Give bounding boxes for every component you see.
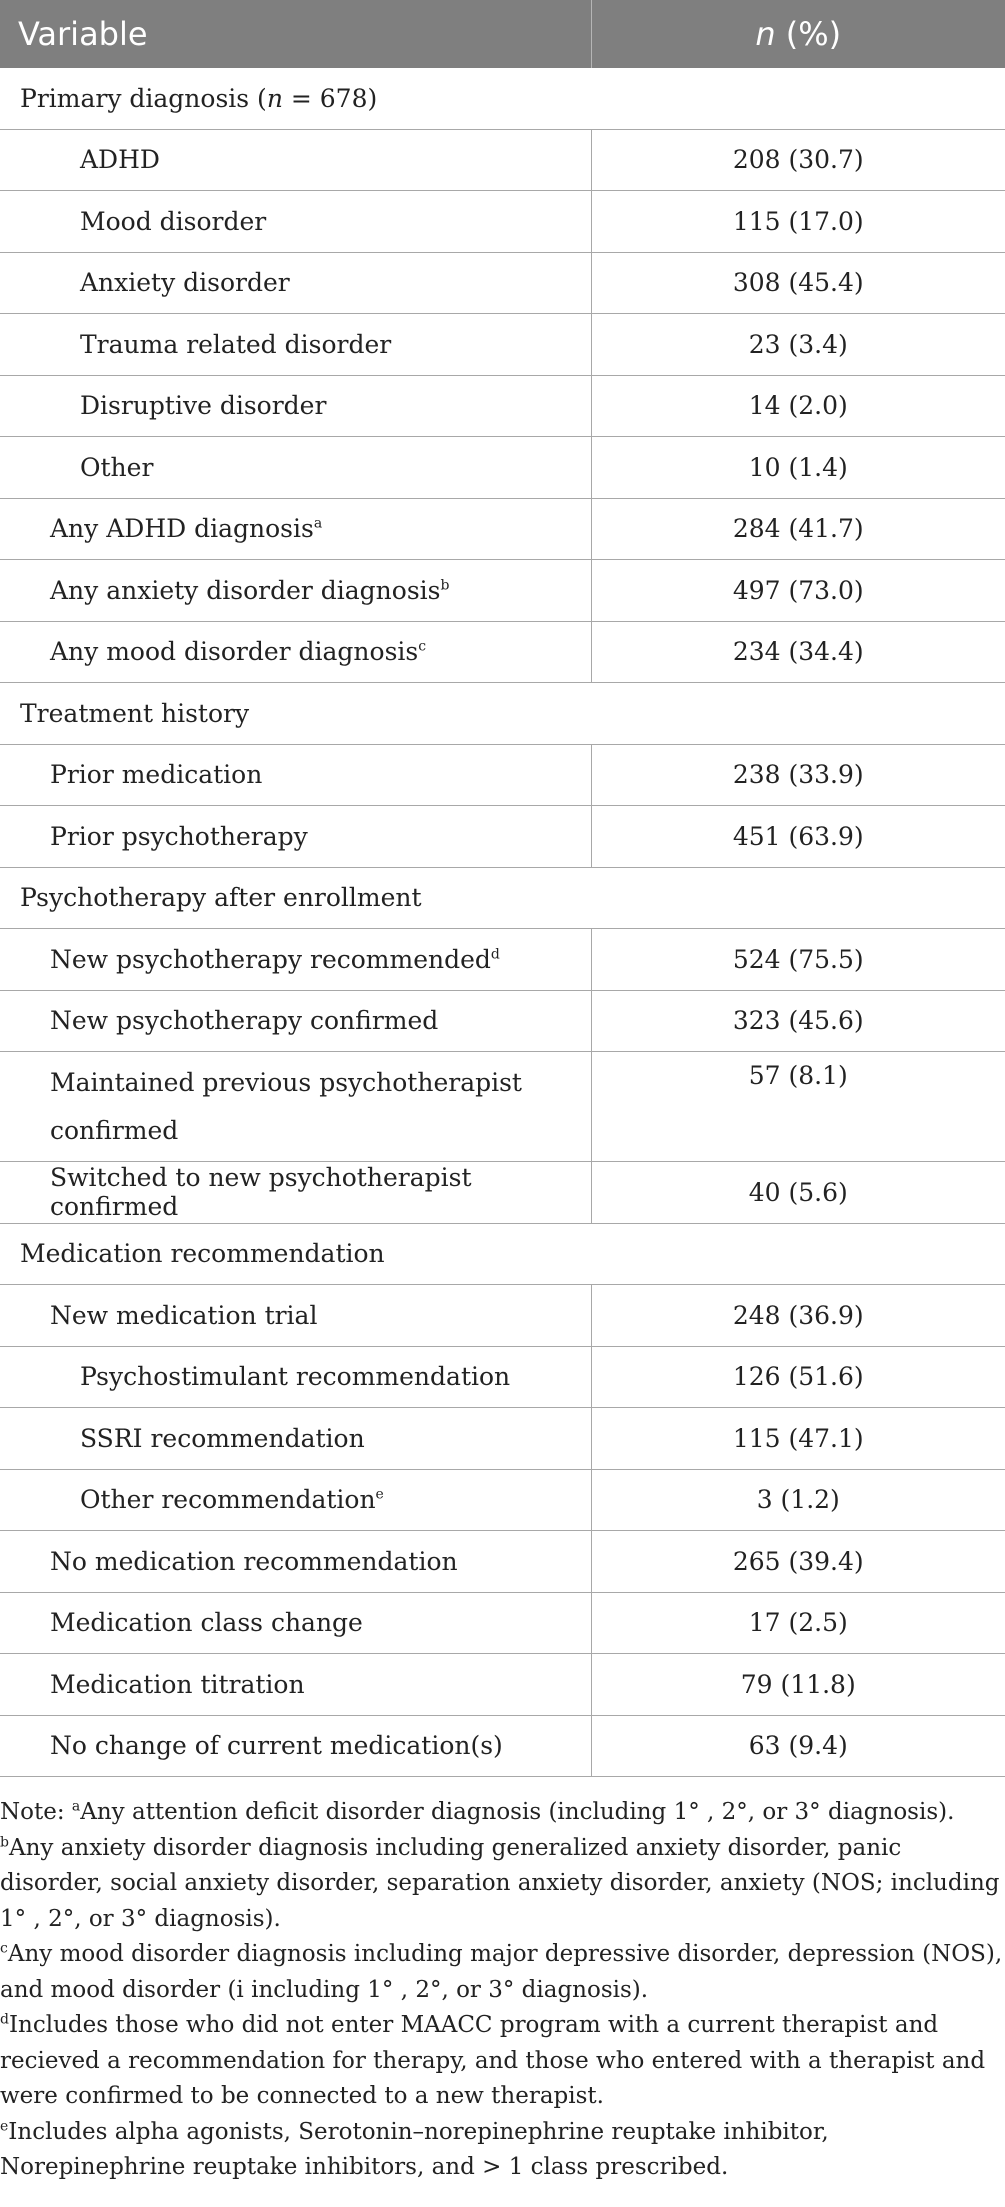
row-value: 497 (73.0) [591,560,1005,622]
row-label: New medication trial [0,1285,591,1347]
row-label: Prior psychotherapy [0,806,591,868]
row-label [0,498,591,560]
row-value: 323 (45.6) [591,990,1005,1052]
row-label [0,1052,591,1162]
row-value: 284 (41.7) [591,498,1005,560]
row-value: 17 (2.5) [591,1592,1005,1654]
row-label: Prior medication [0,744,591,806]
table-row [0,1654,1005,1716]
row-value: 248 (36.9) [591,1285,1005,1347]
row-value: 234 (34.4) [591,621,1005,683]
table-row [0,744,1005,806]
table-row [0,252,1005,314]
table-row [0,1285,1005,1347]
footnote-text: Includes alpha agonists, Serotonin–norepinephrine reuptake inhibitor, Norepinephrine reuptake inhibitors, and > 1 class prescribed. [0,2118,829,2180]
row-label-text: Any mood disorder diagnosis [50,637,419,667]
row-value: 238 (33.9) [591,744,1005,806]
footnote-text: Any anxiety disorder diagnosis including generalized anxiety disorder, panic disorder, social anxiety disorder, separation anxiety disorder, anxiety (NOS; including 1° , 2°, or 3° diagnosis). [0,1834,1000,1932]
row-label [0,1469,591,1531]
footnote-marker: e [375,1486,384,1503]
row-label-text: New psychotherapy recommended [50,944,491,974]
table-row [0,1346,1005,1408]
row-label: Trauma related disorder [0,314,591,376]
section-row [0,683,1005,745]
row-value: 524 (75.5) [591,929,1005,991]
footnote-marker: c [418,638,427,655]
table-row [0,990,1005,1052]
row-label-text: Any ADHD diagnosis [50,514,314,544]
header-variable: Variable [0,0,591,68]
row-value: 115 (47.1) [591,1408,1005,1470]
row-label: SSRI recommendation [0,1408,591,1470]
table-row [0,560,1005,622]
section-row [0,68,1005,129]
table-row [0,1052,1005,1162]
table-row [0,375,1005,437]
footnote-marker: c [0,1940,8,1957]
footnote-marker: a [71,1798,81,1815]
row-value: 23 (3.4) [591,314,1005,376]
row-value: 14 (2.0) [591,375,1005,437]
row-label: New psychotherapy confirmed [0,990,591,1052]
header-pct: (%) [775,15,842,53]
table-row [0,1531,1005,1593]
table-row [0,1162,1005,1224]
table-header [0,0,1005,68]
header-n-percent [591,0,1005,68]
note-prefix: Note: [0,1799,72,1825]
row-value: 10 (1.4) [591,437,1005,499]
table-body [0,68,1005,1777]
footnote-a [0,1795,1005,1831]
row-label: Other [0,437,591,499]
row-value: 126 (51.6) [591,1346,1005,1408]
table-row [0,1715,1005,1777]
section-row [0,867,1005,929]
footnote-marker: e [0,2117,9,2134]
table-row [0,314,1005,376]
row-label [0,929,591,991]
table-row [0,1408,1005,1470]
header-n: n [755,15,776,53]
footnote-marker: d [490,946,500,963]
footnote-b [0,1831,1005,1938]
header-row [0,0,1005,68]
section-label: Primary diagnosis ( [20,83,267,113]
section-primary-diagnosis [0,68,1005,129]
footnote-text: Any attention deficit disorder diagnosis (including 1° , 2°, or 3° diagnosis). [80,1799,955,1825]
table-row [0,1592,1005,1654]
footnote-text: Includes those who did not enter MAACC program with a current therapist and recieved a recommendation for therapy, and those who entered with a therapist and were confirmed to be connected to a new therapist. [0,2012,986,2109]
row-label: Anxiety disorder [0,252,591,314]
row-value: 265 (39.4) [591,1531,1005,1593]
table-row [0,806,1005,868]
table-row [0,437,1005,499]
row-label: ADHD [0,129,591,191]
row-value: 79 (11.8) [591,1654,1005,1716]
row-label: Mood disorder [0,191,591,253]
row-label: Disruptive disorder [0,375,591,437]
row-value: 40 (5.6) [591,1162,1005,1224]
table-row [0,1469,1005,1531]
footnote-marker: a [313,515,323,532]
row-value: 63 (9.4) [591,1715,1005,1777]
row-value: 208 (30.7) [591,129,1005,191]
row-value: 57 (8.1) [591,1052,1005,1162]
row-label: No change of current medication(s) [0,1715,591,1777]
section-row [0,1223,1005,1285]
footnote-text: Any mood disorder diagnosis including major depressive disorder, depression (NOS), and mood disorder (i including 1° , 2°, or 3° diagnosis). [0,1941,1003,2003]
row-value: 115 (17.0) [591,191,1005,253]
section-psychotherapy-after-enrollment: Psychotherapy after enrollment [0,867,1005,929]
row-label-text: Any anxiety disorder diagnosis [50,575,441,605]
table-row [0,621,1005,683]
row-label [0,560,591,622]
section-label-suffix: = 678) [282,83,378,113]
table-row [0,929,1005,991]
footnote-marker: b [440,577,450,594]
row-label-text: Other recommendation [80,1485,376,1515]
section-medication-recommendation: Medication recommendation [0,1223,1005,1285]
row-label: No medication recommendation [0,1531,591,1593]
footnote-marker: d [0,2011,9,2028]
row-value: 451 (63.9) [591,806,1005,868]
footnote-e [0,2115,1005,2186]
row-label-text: Maintained previous psychotherapist [50,1067,522,1097]
section-treatment-history: Treatment history [0,683,1005,745]
table-row [0,498,1005,560]
footnote-c [0,1937,1005,2008]
row-label [0,621,591,683]
row-label: Medication titration [0,1654,591,1716]
row-label: Switched to new psychotherapist confirmed [0,1162,591,1224]
footnote-marker: b [0,1833,9,1850]
footnote-d [0,2008,1005,2115]
row-label: Psychostimulant recommendation [0,1346,591,1408]
section-label-italic: n [266,83,283,113]
row-value: 3 (1.2) [591,1469,1005,1531]
row-label-text-continued: confirmed [50,1115,179,1145]
table-row [0,191,1005,253]
row-value: 308 (45.4) [591,252,1005,314]
table-notes [0,1777,1005,2186]
row-label: Medication class change [0,1592,591,1654]
table-row [0,129,1005,191]
